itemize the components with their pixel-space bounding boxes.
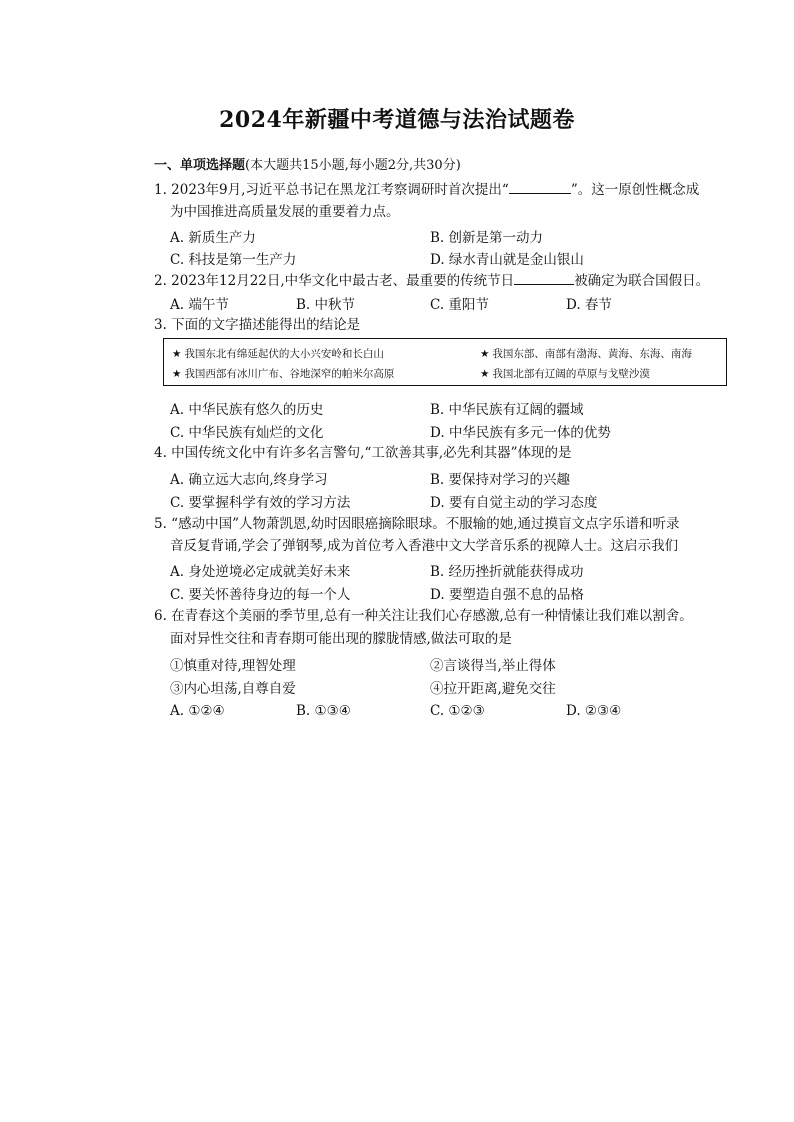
fact-text: 我国东部、南部有渤海、黄海、东海、南海: [492, 348, 692, 360]
fact-northeast: [172, 346, 384, 361]
question-5-option-a: A. 身处逆境必定成就美好未来: [170, 564, 351, 580]
question-4-option-a: A. 确立远大志向,终身学习: [170, 472, 328, 488]
question-6-option-b: B. ①③④: [296, 703, 351, 719]
question-6-statement-4: ④拉开距离,避免交往: [430, 681, 556, 697]
section-note: (本大题共15小题,每小题2分,共30分): [245, 158, 461, 173]
question-2-option-a: A. 端午节: [170, 297, 229, 313]
section-label: 一、单项选择题: [154, 158, 246, 173]
question-3-option-c: C. 中华民族有灿烂的文化: [170, 425, 324, 441]
question-4-stem: 4. 中国传统文化中有许多名言警句,“工欲善其事,必先利其器”体现的是: [154, 445, 572, 461]
answer-blank: [509, 179, 571, 194]
question-2-option-d: D. 春节: [566, 297, 612, 313]
fact-text: 我国东北有绵延起伏的大小兴安岭和长白山: [184, 348, 384, 360]
question-5-stem-line2: 音反复背诵,学会了弹钢琴,成为首位考入香港中文大学音乐系的视障人士。这启示我们: [170, 538, 679, 554]
question-6-option-c: C. ①②③: [430, 703, 485, 719]
question-5-option-d: D. 要塑造自强不息的品格: [430, 587, 584, 603]
star-icon: ★: [172, 348, 182, 360]
question-6-statement-1: ①慎重对待,理智处理: [170, 658, 296, 674]
question-6-stem: 6. 在青春这个美丽的季节里,总有一种关注让我们心存感激,总有一种情愫让我们难以割舍。: [154, 608, 693, 624]
question-2-stem: [154, 270, 709, 291]
star-icon: ★: [172, 368, 182, 380]
question-2-option-b: B. 中秋节: [296, 297, 356, 313]
fact-text: 我国西部有冰川广布、谷地深窄的帕米尔高原: [184, 368, 395, 380]
question-1-stem-part1: 1. 2023年9月,习近平总书记在黑龙江考察调研时首次提出“: [154, 182, 509, 198]
question-6-stem-line2: 面对异性交往和青春期可能出现的朦胧情感,做法可取的是: [170, 631, 512, 647]
question-1-stem: [154, 179, 699, 200]
star-icon: ★: [480, 368, 490, 380]
question-1-stem-part2: ”。这一原创性概念成: [570, 182, 700, 198]
fact-text: 我国北部有辽阔的草原与戈壁沙漠: [492, 368, 650, 380]
question-1-option-d: D. 绿水青山就是金山银山: [430, 252, 584, 268]
question-1-option-c: C. 科技是第一生产力: [170, 252, 297, 268]
question-3-option-a: A. 中华民族有悠久的历史: [170, 402, 324, 418]
question-4-option-c: C. 要掌握科学有效的学习方法: [170, 495, 351, 511]
question-6-option-a: A. ①②④: [170, 703, 225, 719]
question-4-option-d: D. 要有自觉主动的学习态度: [430, 495, 598, 511]
question-1-option-a: A. 新质生产力: [170, 230, 256, 246]
question-5-stem: 5. “感动中国”人物萧凯恩,幼时因眼癌摘除眼球。不服输的她,通过摸盲文点字乐谱和听录: [154, 516, 680, 532]
question-5-option-b: B. 经历挫折就能获得成功: [430, 564, 584, 580]
question-6-statement-2: ②言谈得当,举止得体: [430, 658, 556, 674]
question-3-stem: 3. 下面的文字描述能得出的结论是: [154, 317, 361, 333]
question-2-stem-part2: 被确定为联合国假日。: [574, 273, 710, 289]
question-1-stem-line2: 为中国推进高质量发展的重要着力点。: [170, 204, 400, 220]
fact-west: [172, 366, 394, 381]
question-3-option-d: D. 中华民族有多元一体的优势: [430, 425, 611, 441]
material-box: [163, 338, 727, 386]
fact-east-south: [480, 346, 692, 361]
question-2-stem-part1: 2. 2023年12月22日,中华文化中最古老、最重要的传统节日: [154, 273, 515, 289]
question-2-option-c: C. 重阳节: [430, 297, 489, 313]
question-3-option-b: B. 中华民族有辽阔的疆域: [430, 402, 584, 418]
section-heading: [154, 156, 461, 176]
question-5-option-c: C. 要关怀善待身边的每一个人: [170, 587, 351, 603]
star-icon: ★: [480, 348, 490, 360]
page-title: 2024年新疆中考道德与法治试题卷: [219, 107, 575, 133]
question-1-option-b: B. 创新是第一动力: [430, 230, 544, 246]
answer-blank: [514, 270, 574, 285]
question-4-option-b: B. 要保持对学习的兴趣: [430, 472, 571, 488]
fact-north: [480, 366, 650, 381]
question-6-statement-3: ③内心坦荡,自尊自爱: [170, 681, 296, 697]
question-6-option-d: D. ②③④: [566, 703, 622, 719]
